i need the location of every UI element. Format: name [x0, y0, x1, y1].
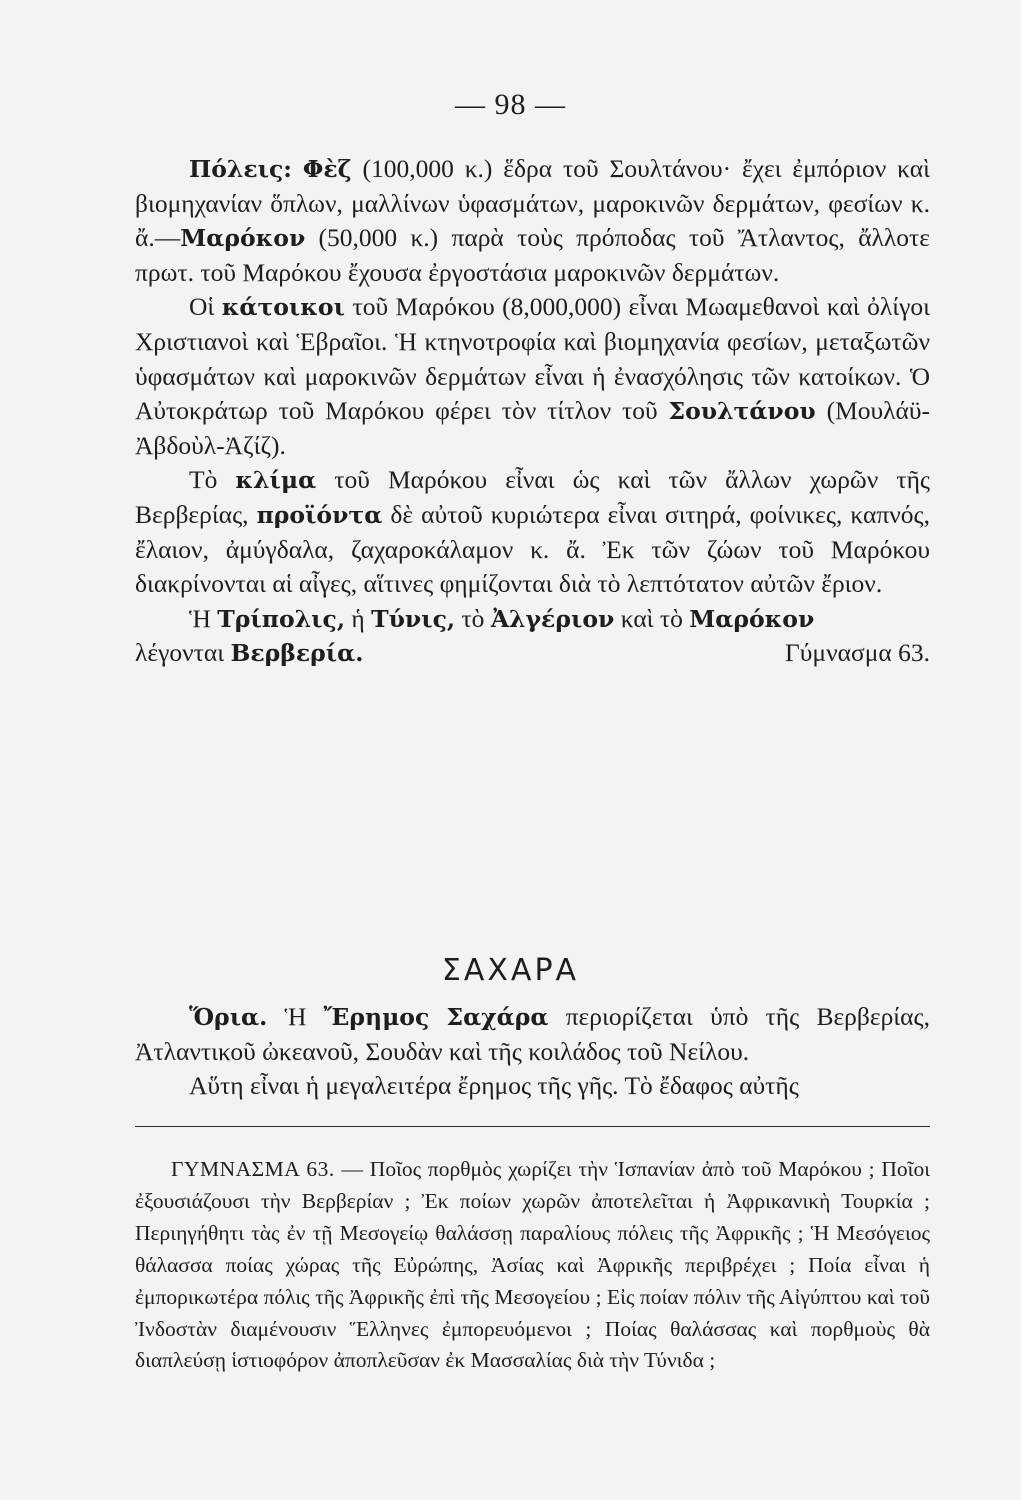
- term-sahara: Σαχάρα: [446, 1003, 549, 1031]
- term-tripoli: Τρίπολις,: [217, 604, 345, 633]
- paragraph-climate: Τὸ κλίμα τοῦ Μαρόκου εἶναι ὡς καὶ τῶν ἄλλων χωρῶν τῆς Βερβερίας, προϊόντα δὲ αὐτοῦ κυριώτερα εἶναι σιτηρά, φοίνικες, καπνός, ἔλαιον, ἀμύγδαλα, ζαχαροκάλαμον κ. ἄ. Ἐκ τῶν ζώων τοῦ Μαρόκου διακρίνονται αἱ αἶγες, αἵτινες φημίζονται διὰ τὸ λεπτότατον αὐτῶν ἔριον.: [135, 465, 930, 599]
- body-text-upper: [135, 152, 930, 671]
- footnote-text: — Ποῖος πορθμὸς χωρίζει τὴν Ἱσπανίαν ἀπὸ τοῦ Μαρόκου ; Ποῖοι ἐξουσιάζουσι τὴν Βερβερίαν ; Ἐκ ποίων χωρῶν ἀποτελεῖται ἡ Ἀφρικανικὴ Τουρκία ; Περιηγήθητι τὰς ἐν τῇ Μεσογείῳ θαλάσσῃ παραλίους πόλεις τῆς Ἀφρικῆς ; Ἡ Μεσόγειος θάλασσα ποίας χώρας τῆς Εὐρώπης, Ἀσίας καὶ Ἀφρικῆς περιβρέχει ; Ποία εἶναι ἡ ἐμπορικωτέρα πόλις τῆς Ἀφρικῆς ἐπὶ τῆς Μεσογείου ; Εἰς ποίαν πόλιν τῆς Αἰγύπτου καὶ τοῦ Ἰνδοστὰν διαμένουσιν Ἕλληνες ἐμπορευόμενοι ; Ποίας θαλάσσας καὶ πορθμοὺς θὰ διαπλεύσῃ ἱστιοφόρον ἀποπλεῦσαν ἐκ Μασσαλίας διὰ τὴν Τύνιδα ;: [135, 1157, 930, 1373]
- paragraph-borders: Ὅρια. Ἡ Ἔρημος Σαχάρα περιορίζεται ὑπὸ τῆς Βερβερίας, Ἀτλαντικοῦ ὠκεανοῦ, Σουδὰν καὶ τῆς κοιλάδος τοῦ Νείλου.: [135, 1002, 930, 1066]
- city-marrakesh: Μαρόκον: [180, 224, 306, 253]
- paragraph-cities: Πόλεις: Φὲζ (100,000 κ.) ἕδρα τοῦ Σουλτάνου· ἔχει ἐμπόριον καὶ βιομηχανίαν ὅπλων, μαλλίνων ὑφασμάτων, μαροκινῶν δερμάτων, φεσίων κ. ἄ.—Μαρόκον (50,000 κ.) παρὰ τοὺς πρόποδας τοῦ Ἄτλαντος, ἄλλοτε πρωτ. τοῦ Μαρόκου ἔχουσα ἐργοστάσια μαροκινῶν δερμάτων.: [135, 154, 931, 287]
- footnote-exercise: [135, 1154, 930, 1377]
- term-morocco: Μαρόκον: [689, 604, 815, 633]
- term-inhabitants: κάτοικοι: [221, 293, 345, 322]
- term-algeria: Ἀλγέριον: [490, 604, 615, 633]
- paragraph-largest-desert: Αὕτη εἶναι ἡ μεγαλειτέρα ἔρημος τῆς γῆς. Τὸ ἔδαφος αὐτῆς: [189, 1071, 799, 1101]
- paragraph-barbary-end: λέγονται Βερβερία. Γύμνασμα 63.: [135, 636, 930, 671]
- body-text-lower: [135, 1000, 930, 1104]
- page-number: — 98 —: [455, 88, 566, 121]
- city-fez: Φὲζ: [302, 155, 352, 183]
- label-cities: Πόλεις:: [189, 155, 292, 183]
- term-borders: Ὅρια.: [189, 1003, 268, 1031]
- term-tunis: Τύνις,: [371, 604, 456, 633]
- term-products: προϊόντα: [256, 500, 383, 529]
- paragraph-barbary: Ἡ Τρίπολις, ἡ Τύνις, τὸ Ἀλγέριον καὶ τὸ Μαρόκον: [189, 603, 815, 633]
- term-barbary: Βερβερία.: [230, 639, 364, 668]
- exercise-reference: Γύμνασμα 63.: [785, 638, 930, 668]
- footnote-label: ΓΥΜΝΑΣΜΑ 63.: [171, 1157, 335, 1181]
- term-desert: Ἔρημος: [323, 1003, 430, 1031]
- footnote-divider: [135, 1126, 930, 1127]
- term-sultan: Σουλτάνου: [668, 397, 816, 426]
- paragraph-inhabitants: Οἱ κάτοικοι τοῦ Μαρόκου (8,000,000) εἶναι Μωαμεθανοὶ καὶ ὀλίγοι Χριστιανοὶ καὶ Ἑβραῖοι. Ἡ κτηνοτροφία καὶ βιομηχανία φεσίων, μεταξωτῶν ὑφασμάτων καὶ μαροκινῶν δερμάτων εἶναι ἡ ἐνασχόλησις τῶν κατοίκων. Ὁ Αὐτοκράτωρ τοῦ Μαρόκου φέρει τὸν τίτλον τοῦ Σουλτάνου (Μουλάϋ-Ἀβδοὺλ-Ἀζίζ).: [135, 292, 930, 460]
- section-title: ΣΑΧΑΡΑ: [441, 952, 580, 988]
- term-climate: κλίμα: [235, 466, 317, 495]
